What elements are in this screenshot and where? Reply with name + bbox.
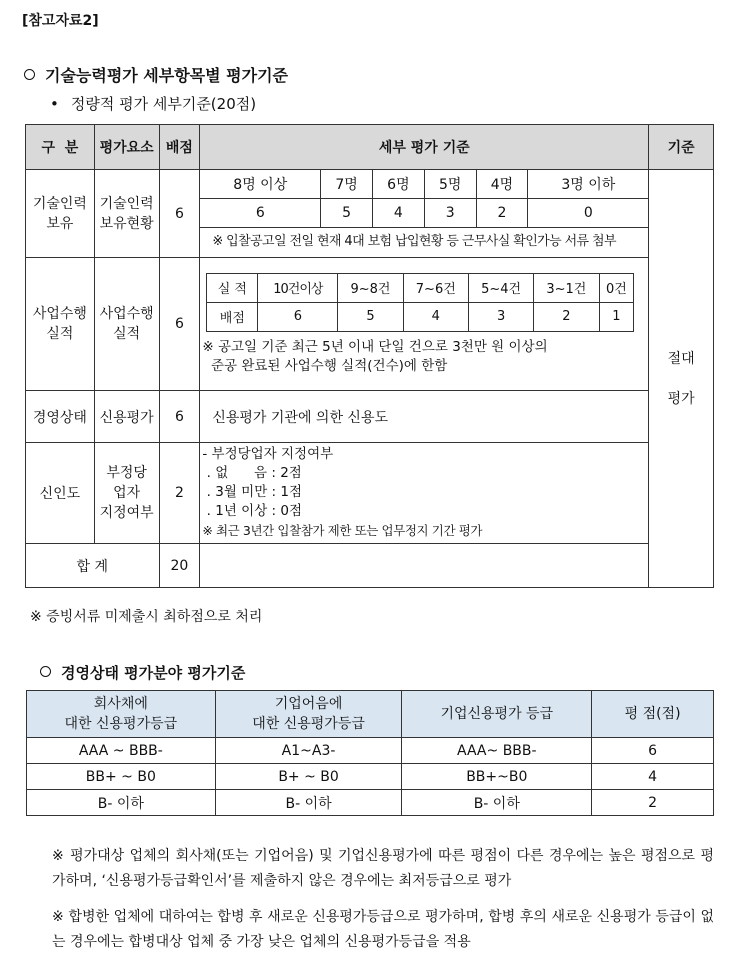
table-cell: BB+ ~ B0 <box>27 764 216 790</box>
point-cell: 6 <box>200 199 320 228</box>
point-cell: 1 <box>599 302 634 331</box>
tech-note: ※ 입찰공고일 전일 현재 4대 보험 납입현황 등 근무사실 확인가능 서류 첨부 <box>212 234 616 249</box>
level-cell: 7~6건 <box>403 273 468 302</box>
footnote: ※ 평가대상 업체의 회사채(또는 기업어음) 및 기업신용평가에 따른 평점이 다른 경우에는 높은 평점으로 평가하며, ‘신용평가등급확인서’를 제출하지 않은 경우에는 최저등급으로 평가 <box>52 848 714 889</box>
table-row <box>26 258 714 391</box>
header-category: 구 분 <box>26 125 95 170</box>
header-points: 평 점(점) <box>592 691 714 738</box>
table-cell: A1~A3- <box>215 738 402 764</box>
level-cell: 5명 <box>424 170 476 199</box>
table-cell: AAA ~ BBB- <box>27 738 216 764</box>
row-detail <box>200 258 649 391</box>
integrity-line: . 3월 미만 : 1점 <box>202 484 302 500</box>
table-cell: B+ ~ B0 <box>215 764 402 790</box>
section2-heading <box>40 662 245 683</box>
performance-note: ※ 공고일 기준 최근 5년 이내 단일 건으로 3천만 원 이상의 준공 완료된 사업수행 실적(건수)에 한함 <box>202 338 548 374</box>
point-cell: 3 <box>424 199 476 228</box>
table-cell: B- 이하 <box>402 790 592 816</box>
row-detail <box>200 443 649 544</box>
level-cell: 4명 <box>476 170 528 199</box>
level-cell: 5~4건 <box>468 273 533 302</box>
quantitative-criteria-table <box>25 124 714 588</box>
total-blank <box>200 544 649 588</box>
header-basis: 기준 <box>649 125 714 170</box>
credit-rating-table <box>26 690 714 816</box>
section2-title: 경영상태 평가분야 평가기준 <box>61 664 246 682</box>
row-element: 부정당 업자 지정여부 <box>94 443 159 544</box>
row-score: 6 <box>159 258 200 391</box>
level-cell: 10건이상 <box>258 273 338 302</box>
table-row <box>27 764 714 790</box>
row-category: 신인도 <box>26 443 95 544</box>
header-bond-rating: 회사채에 대한 신용평가등급 <box>27 691 216 738</box>
footnote: ※ 합병한 업체에 대하여는 합병 후 새로운 신용평가등급으로 평가하며, 합병 후의 새로운 신용평가 등급이 없는 경우에는 합병대상 업체 중 가장 낮은 업체의 신용평가등급을 적용 <box>52 909 714 950</box>
header-corp-rating: 기업신용평가 등급 <box>402 691 592 738</box>
level-cell: 3명 이하 <box>528 170 648 199</box>
integrity-line: . 1년 이상 : 0점 <box>202 503 302 519</box>
row-score: 6 <box>159 170 200 258</box>
tech-scale-table <box>200 169 648 228</box>
point-cell: 5 <box>321 199 373 228</box>
table-total-row <box>26 544 714 588</box>
row-category: 경영상태 <box>26 391 95 443</box>
table-row <box>26 443 714 544</box>
level-cell: 9~8건 <box>338 273 403 302</box>
table-cell: 6 <box>592 738 714 764</box>
total-label: 합 계 <box>26 544 160 588</box>
row-category: 기술인력 보유 <box>26 170 95 258</box>
section1-subheading <box>50 93 256 114</box>
reference-tag: [참고자료2] <box>22 13 99 29</box>
integrity-line: - 부정당업자 지정여부 <box>202 446 334 462</box>
row-element: 기술인력 보유현황 <box>94 170 159 258</box>
table-row <box>26 170 714 258</box>
row-detail: 신용평가 기관에 의한 신용도 <box>200 391 649 443</box>
row-label: 실 적 <box>207 273 258 302</box>
table-row <box>26 391 714 443</box>
total-score: 20 <box>159 544 200 588</box>
table-header-row <box>26 125 714 170</box>
evidence-note: ※ 증빙서류 미제출시 최하점으로 처리 <box>30 609 263 625</box>
point-cell: 0 <box>528 199 648 228</box>
integrity-line: . 없 음 : 2점 <box>202 465 302 481</box>
level-cell: 6명 <box>372 170 424 199</box>
row-score: 2 <box>159 443 200 544</box>
level-cell: 3~1건 <box>534 273 599 302</box>
table-cell: 2 <box>592 790 714 816</box>
section1-subtitle: 정량적 평가 세부기준(20점) <box>70 95 257 113</box>
bullet-icon: • <box>50 95 59 113</box>
point-cell: 2 <box>476 199 528 228</box>
row-label: 배점 <box>207 302 258 331</box>
header-element: 평가요소 <box>94 125 159 170</box>
row-category: 사업수행 실적 <box>26 258 95 391</box>
point-cell: 3 <box>468 302 533 331</box>
level-cell: 8명 이상 <box>200 170 320 199</box>
row-score: 6 <box>159 391 200 443</box>
point-cell: 5 <box>338 302 403 331</box>
point-cell: 4 <box>372 199 424 228</box>
point-cell: 2 <box>534 302 599 331</box>
table-cell: B- 이하 <box>27 790 216 816</box>
row-detail <box>200 170 649 258</box>
table-cell: AAA~ BBB- <box>402 738 592 764</box>
level-cell: 7명 <box>321 170 373 199</box>
integrity-note: ※ 최근 3년간 입찰참가 제한 또는 업무정지 기간 평가 <box>202 523 483 538</box>
table-cell: BB+~B0 <box>402 764 592 790</box>
point-cell: 6 <box>258 302 338 331</box>
circle-bullet-icon <box>40 666 51 677</box>
header-score: 배점 <box>159 125 200 170</box>
performance-scale-table <box>206 273 634 332</box>
table-cell: B- 이하 <box>215 790 402 816</box>
header-detail: 세부 평가 기준 <box>200 125 649 170</box>
section1-heading <box>24 63 288 86</box>
circle-bullet-icon <box>24 69 35 80</box>
row-element: 신용평가 <box>94 391 159 443</box>
section1-title: 기술능력평가 세부항목별 평가기준 <box>45 66 288 85</box>
table-header-row <box>27 691 714 738</box>
table-cell: 4 <box>592 764 714 790</box>
table-row <box>27 790 714 816</box>
level-cell: 0건 <box>599 273 634 302</box>
header-cp-rating: 기업어음에 대한 신용평가등급 <box>215 691 402 738</box>
row-element: 사업수행 실적 <box>94 258 159 391</box>
point-cell: 4 <box>403 302 468 331</box>
basis-cell: 절대 평가 <box>649 170 714 588</box>
table-row <box>27 738 714 764</box>
